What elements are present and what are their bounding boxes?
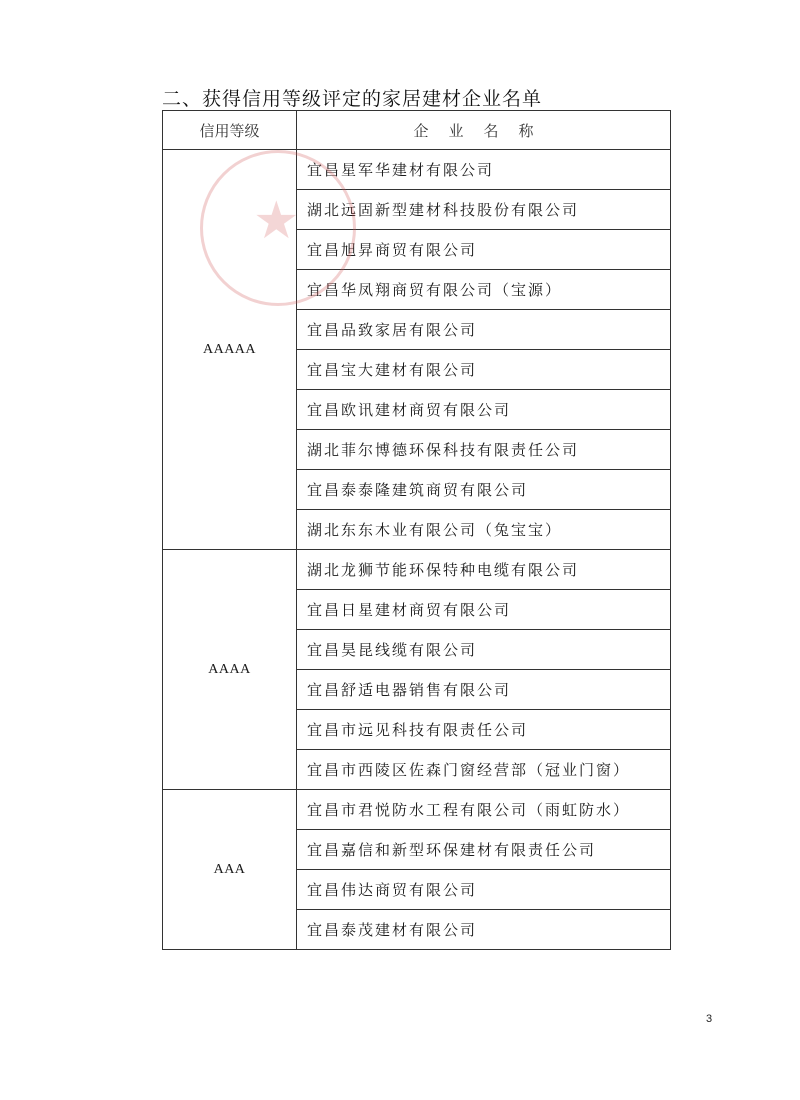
table-row: [163, 790, 671, 830]
company-table-container: [162, 110, 671, 950]
company-name-cell: 宜昌泰泰隆建筑商贸有限公司: [297, 470, 671, 510]
seal-star-icon: ★: [253, 191, 300, 251]
credit-grade-cell: AAA: [163, 790, 297, 950]
company-name-cell: 宜昌昊昆线缆有限公司: [297, 630, 671, 670]
page-number: 3: [706, 1013, 713, 1025]
company-name-cell: 湖北远固新型建材科技股份有限公司: [297, 190, 671, 230]
table-row: [163, 150, 671, 190]
page-title: 二、获得信用等级评定的家居建材企业名单: [162, 88, 543, 110]
company-name-cell: 宜昌伟达商贸有限公司: [297, 870, 671, 910]
header-credit-grade: 信用等级: [163, 111, 297, 150]
company-name-cell: 宜昌日星建材商贸有限公司: [297, 590, 671, 630]
company-name-cell: 宜昌旭昇商贸有限公司: [297, 230, 671, 270]
company-name-cell: 宜昌欧讯建材商贸有限公司: [297, 390, 671, 430]
credit-rating-table: [162, 110, 671, 950]
company-name-cell: 湖北菲尔博德环保科技有限责任公司: [297, 430, 671, 470]
company-name-cell: 宜昌嘉信和新型环保建材有限责任公司: [297, 830, 671, 870]
table-row: [163, 550, 671, 590]
table-header-row: [163, 111, 671, 150]
company-name-cell: 宜昌市西陵区佐森门窗经营部（冠业门窗）: [297, 750, 671, 790]
header-company-name: 企业名称: [297, 111, 671, 150]
credit-grade-cell: AAAA: [163, 550, 297, 790]
company-name-cell: 宜昌市远见科技有限责任公司: [297, 710, 671, 750]
company-name-cell: 宜昌星军华建材有限公司: [297, 150, 671, 190]
company-name-cell: 宜昌华凤翔商贸有限公司（宝源）: [297, 270, 671, 310]
company-name-cell: 宜昌宝大建材有限公司: [297, 350, 671, 390]
company-name-cell: 宜昌舒适电器销售有限公司: [297, 670, 671, 710]
company-name-cell: 宜昌市君悦防水工程有限公司（雨虹防水）: [297, 790, 671, 830]
company-name-cell: 湖北东东木业有限公司（兔宝宝）: [297, 510, 671, 550]
company-name-cell: 宜昌泰茂建材有限公司: [297, 910, 671, 950]
company-name-cell: 宜昌品致家居有限公司: [297, 310, 671, 350]
table-body: [163, 150, 671, 950]
credit-grade-cell: AAAAA: [163, 150, 297, 550]
company-name-cell: 湖北龙狮节能环保特种电缆有限公司: [297, 550, 671, 590]
